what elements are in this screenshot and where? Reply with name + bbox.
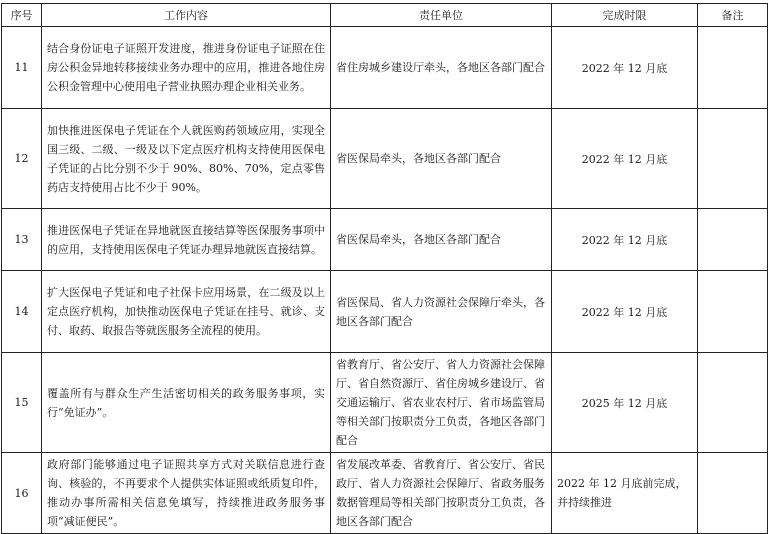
table-row (2, 109, 768, 209)
row-unit: 省医保局、省人力资源社会保障厅牵头，各地区各部门配合 (331, 271, 552, 353)
row-deadline: 2025 年 12 月底 (552, 353, 698, 453)
row-remark (698, 27, 768, 109)
row-remark (698, 353, 768, 453)
header-row (2, 4, 768, 27)
row-number: 14 (2, 271, 42, 353)
row-deadline: 2022 年 12 月底 (552, 109, 698, 209)
row-content: 加快推进医保电子凭证在个人就医购药领域应用，实现全国三级、二级、一级及以下定点医疗机构支持使用医保电子凭证的占比分别不少于 90%、80%、70%，定点零售药店支持使用占比不少于 90%。 (42, 109, 331, 209)
header-content: 工作内容 (42, 4, 331, 27)
task-table (1, 3, 768, 534)
row-number: 11 (2, 27, 42, 109)
table-row (2, 271, 768, 353)
row-content: 政府部门能够通过电子证照共享方式对关联信息进行查询、核验的，不再要求个人提供实体证照或纸质复印件，推动办事所需相关信息免填写，持续推进政务服务事项“减证便民”。 (42, 453, 331, 534)
header-deadline: 完成时限 (552, 4, 698, 27)
row-remark (698, 109, 768, 209)
row-deadline: 2022 年 12 月底 (552, 271, 698, 353)
row-remark (698, 209, 768, 271)
row-number: 15 (2, 353, 42, 453)
row-number: 16 (2, 453, 42, 534)
row-deadline: 2022 年 12 月底前完成，并持续推进 (552, 453, 698, 534)
row-content: 覆盖所有与群众生产生活密切相关的政务服务事项，实行“免证办”。 (42, 353, 331, 453)
row-number: 13 (2, 209, 42, 271)
table-row (2, 27, 768, 109)
table-row (2, 209, 768, 271)
row-remark (698, 271, 768, 353)
row-number: 12 (2, 109, 42, 209)
row-unit: 省医保局牵头，各地区各部门配合 (331, 109, 552, 209)
row-unit: 省医保局牵头，各地区各部门配合 (331, 209, 552, 271)
row-content: 扩大医保电子凭证和电子社保卡应用场景，在二级及以上定点医疗机构，加快推动医保电子凭证在挂号、就诊、支付、取药、取报告等就医服务全流程的使用。 (42, 271, 331, 353)
header-no: 序号 (2, 4, 42, 27)
row-unit: 省发展改革委、省教育厅、省公安厅、省民政厅、省人力资源社会保障厅、省政务服务数据管理局等相关部门按职责分工负责，各地区各部门配合 (331, 453, 552, 534)
row-content: 结合身份证电子证照开发进度，推进身份证电子证照在住房公积金异地转移接续业务办理中的应用，推进各地住房公积金管理中心使用电子营业执照办理企业相关业务。 (42, 27, 331, 109)
header-remark: 备注 (698, 4, 768, 27)
header-unit: 责任单位 (331, 4, 552, 27)
table-row (2, 453, 768, 534)
row-deadline: 2022 年 12 月底 (552, 27, 698, 109)
row-deadline: 2022 年 12 月底 (552, 209, 698, 271)
table-row (2, 353, 768, 453)
row-remark (698, 453, 768, 534)
row-unit: 省教育厅、省公安厅、省人力资源社会保障厅、省自然资源厅、省住房城乡建设厅、省交通运输厅、省农业农村厅、省市场监管局等相关部门按职责分工负责，各地区各部门配合 (331, 353, 552, 453)
row-unit: 省住房城乡建设厅牵头，各地区各部门配合 (331, 27, 552, 109)
row-content: 推进医保电子凭证在异地就医直接结算等医保服务事项中的应用，支持使用医保电子凭证办理异地就医直接结算。 (42, 209, 331, 271)
